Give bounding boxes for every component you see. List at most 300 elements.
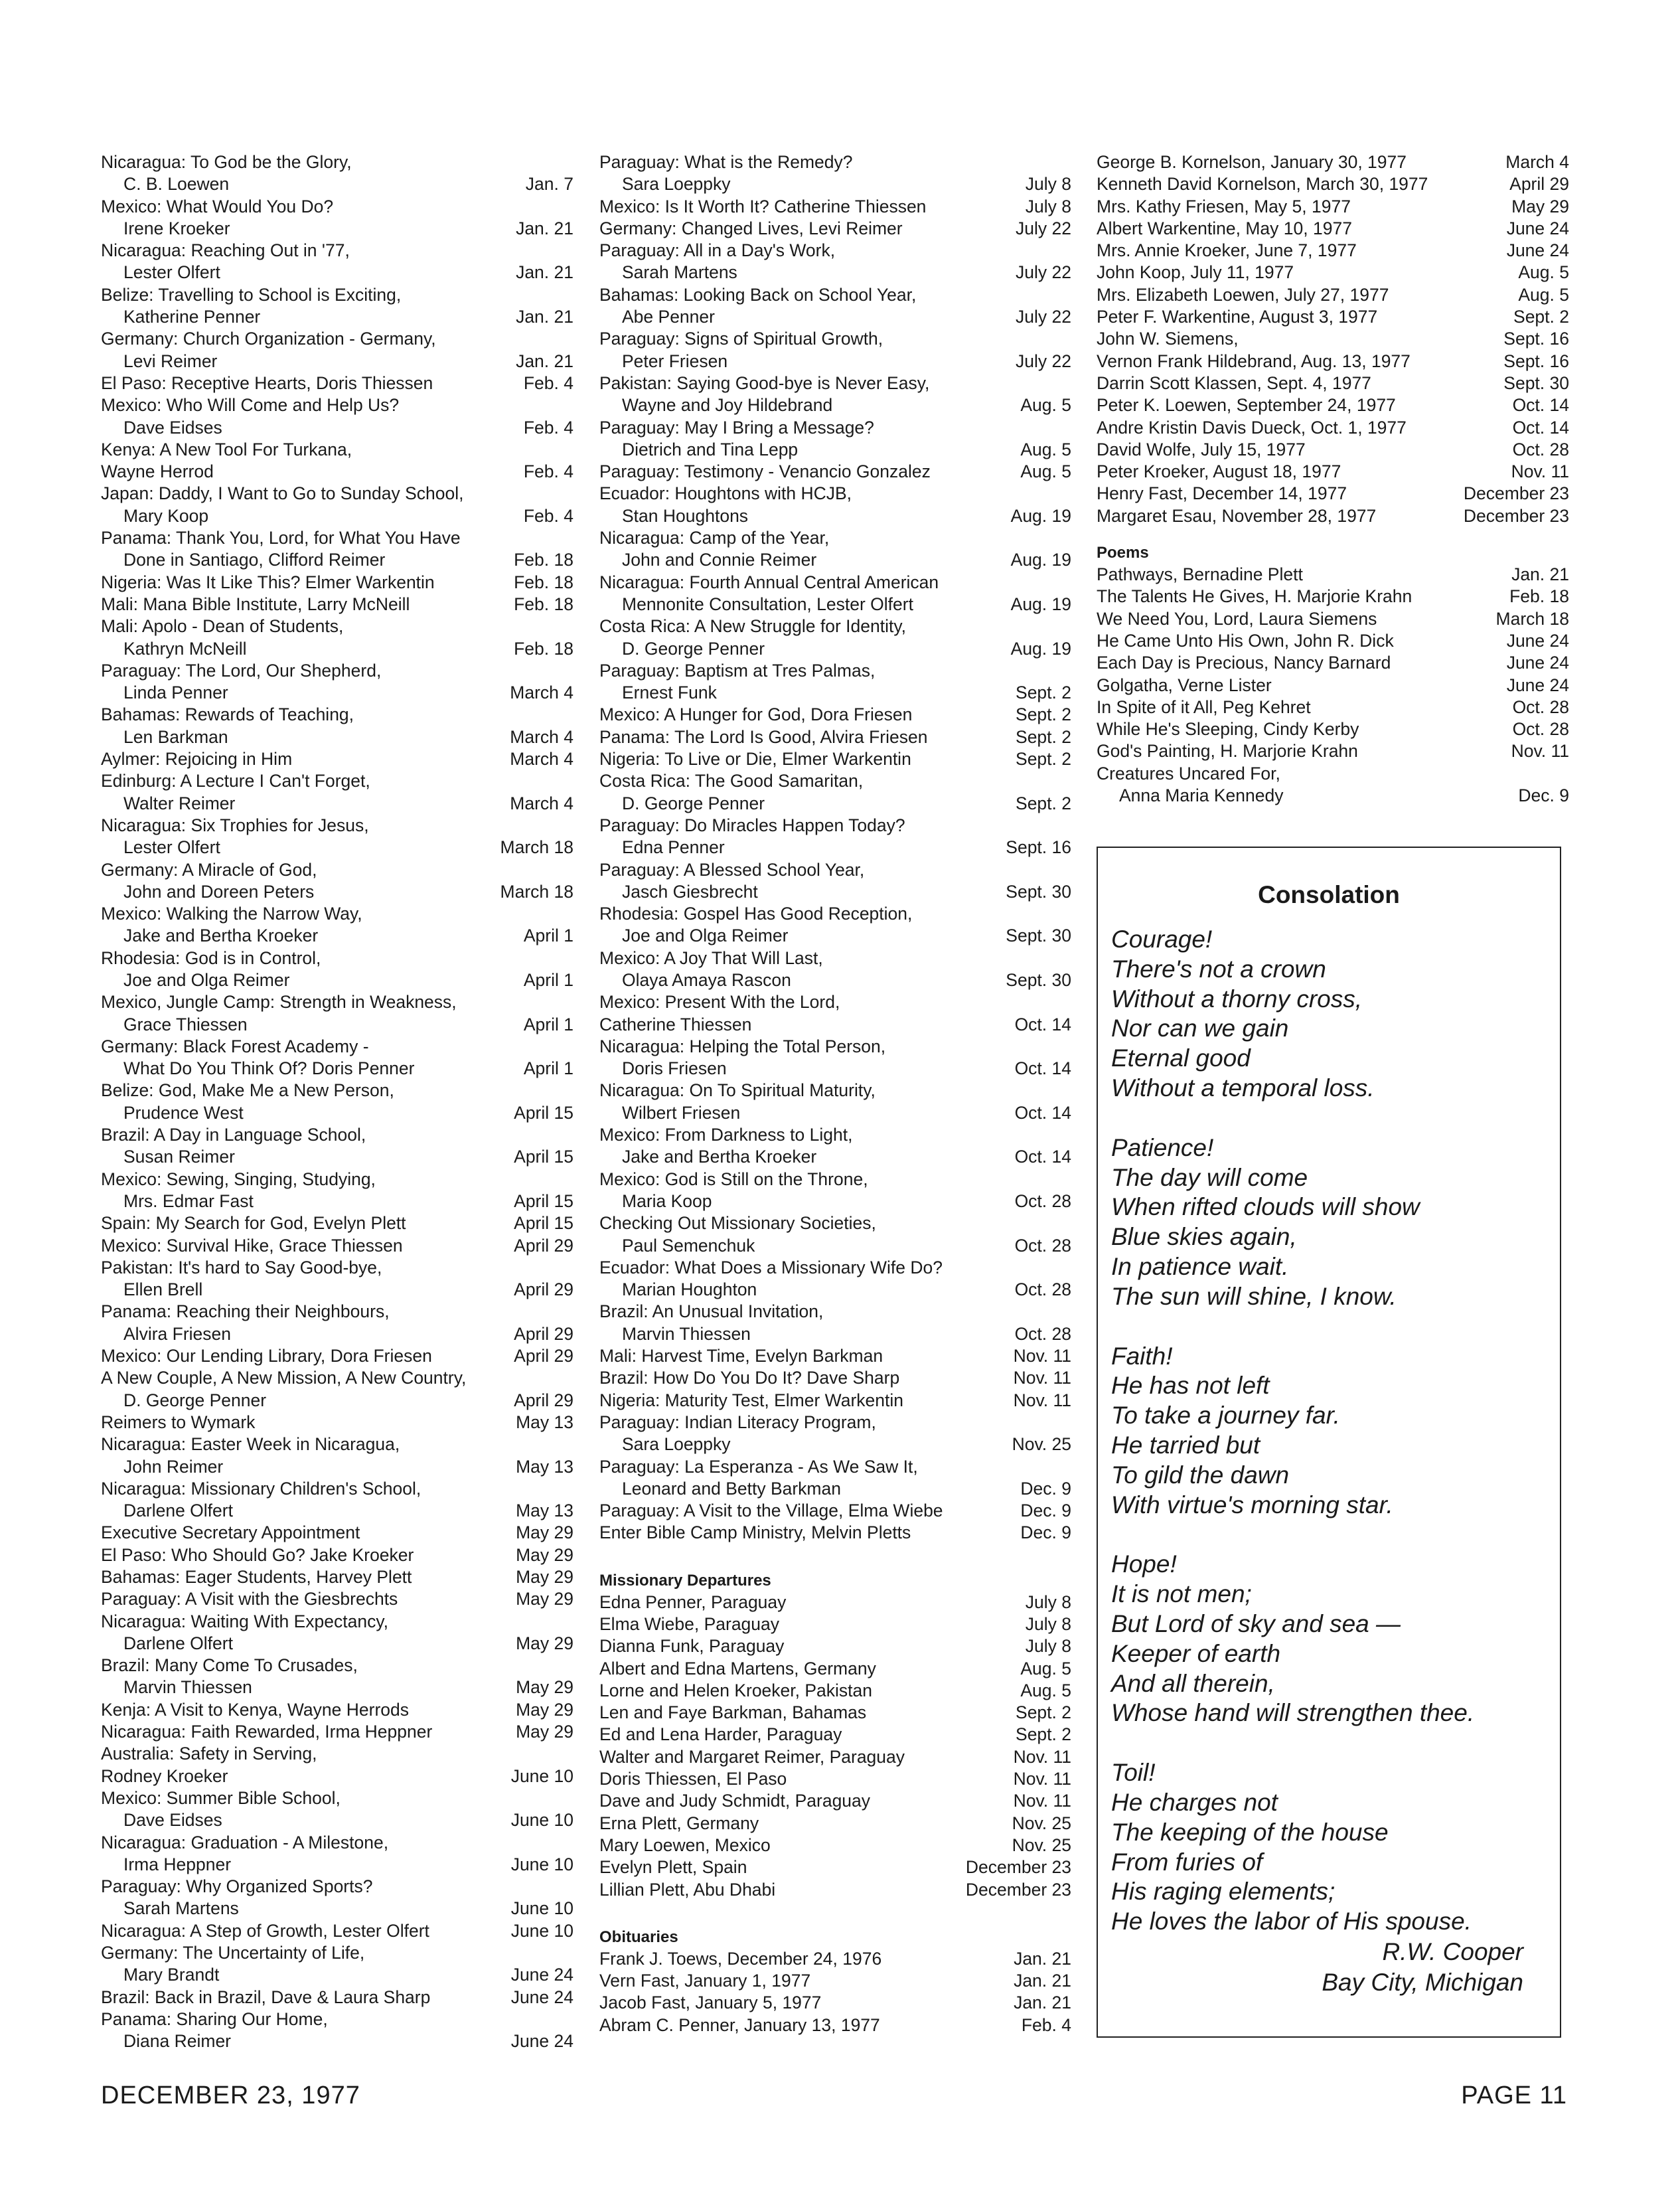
poem-stanza — [1111, 925, 1560, 1104]
article-entry-line — [599, 1212, 1071, 1234]
departure-entry-title: Evelyn Plett, Spain — [599, 1857, 747, 1878]
article-entry — [599, 1124, 1071, 1169]
obituary-entry-title: Jacob Fast, January 5, 1977 — [599, 1993, 822, 2013]
obituary-entry-line — [1097, 461, 1569, 483]
article-entry-title: Mexico: A Joy That Will Last, — [599, 947, 823, 968]
article-entry — [101, 615, 573, 660]
article-entry-title: Paraguay: La Esperanza - As We Saw It, — [599, 1456, 918, 1477]
article-entry-title: Paraguay: Baptism at Tres Palmas, — [599, 660, 876, 681]
article-entry — [101, 770, 573, 815]
article-entry-line — [101, 306, 573, 328]
poem-line: When rifted clouds will show — [1111, 1193, 1420, 1221]
article-entry-author: Olaya Amaya Rascon — [622, 969, 791, 990]
article-entry-line — [599, 461, 1071, 483]
article-entry — [101, 1655, 573, 1699]
article-entry-line — [599, 638, 1071, 660]
obituary-entry-title: Henry Fast, December 14, 1977 — [1097, 483, 1347, 504]
article-entry — [101, 483, 573, 527]
article-entry-line — [101, 461, 573, 483]
article-entry-title: Nicaragua: Reaching Out in '77, — [101, 240, 350, 261]
article-entry-author: Mennonite Consultation, Lester Olfert — [622, 594, 913, 614]
article-entry-date: March 4 — [510, 683, 573, 703]
article-entry — [599, 372, 1071, 417]
article-entry — [599, 1080, 1071, 1124]
article-entry-line — [599, 1102, 1071, 1124]
poem-entry-line — [1097, 630, 1569, 652]
article-entry-author: Sara Loeppky — [622, 1434, 731, 1455]
article-entry-line — [101, 638, 573, 660]
article-entry-title: Brazil: A Day in Language School, — [101, 1125, 366, 1145]
article-entry-title: Mexico: Survival Hike, Grace Thiessen — [101, 1235, 403, 1256]
article-entry-title: Mexico: God is Still on the Throne, — [599, 1169, 868, 1189]
obituary-entry — [1097, 328, 1569, 350]
article-entry-date: Aug. 19 — [1010, 594, 1071, 614]
article-entry-title: Nigeria: Was It Like This? Elmer Warkentin — [101, 572, 435, 592]
article-entry-line — [101, 615, 573, 637]
article-entry-line — [101, 1279, 573, 1301]
poem-entry — [1097, 608, 1569, 630]
obituary-entry-date: Sept. 16 — [1503, 351, 1569, 371]
article-entry-line — [101, 726, 573, 748]
poem-line: Courage! — [1111, 926, 1213, 953]
poem-author: R.W. Cooper — [1382, 1938, 1523, 1965]
article-entry-date: Feb. 4 — [523, 505, 573, 526]
article-entry-title: Aylmer: Rejoicing in Him — [101, 749, 293, 770]
article-entry — [101, 1588, 573, 1610]
obituary-entry — [599, 1948, 1071, 1970]
article-entry — [101, 1257, 573, 1301]
obituary-entry-line — [1097, 262, 1569, 284]
departure-entry — [599, 1768, 1071, 1790]
article-entry-line — [599, 1500, 1071, 1522]
article-entry — [101, 660, 573, 704]
article-entry-line — [599, 240, 1071, 262]
article-entry-line — [599, 815, 1071, 837]
article-entry-title: Paraguay: A Visit with the Giesbrechts — [101, 1589, 398, 1609]
article-entry — [599, 660, 1071, 704]
obituary-entry — [1097, 461, 1569, 483]
poem-entry-title: Pathways, Bernadine Plett — [1097, 564, 1303, 585]
article-entry-title: Nicaragua: Easter Week in Nicaragua, — [101, 1434, 400, 1455]
article-entry-line — [599, 328, 1071, 350]
article-entry — [599, 1036, 1071, 1080]
article-entry-line — [599, 1080, 1071, 1102]
article-entry-date: July 22 — [1016, 307, 1071, 327]
article-entry-line — [101, 372, 573, 394]
article-entry-author: Len Barkman — [123, 726, 228, 747]
article-entry-line — [101, 1743, 573, 1765]
article-entry-line — [101, 2030, 573, 2052]
article-entry-date: Oct. 14 — [1014, 1014, 1071, 1034]
article-entry-line — [101, 1920, 573, 1942]
article-entry-author: Dave Eidses — [123, 1810, 222, 1831]
departure-entry-date: July 8 — [1025, 1614, 1071, 1634]
article-entry-date: Sept. 30 — [1006, 926, 1071, 946]
poems-list — [1097, 564, 1569, 807]
article-entry-date: Jan. 21 — [516, 351, 573, 371]
poem-line: And all therein, — [1111, 1669, 1275, 1697]
article-entry-author: Diana Reimer — [123, 2031, 232, 2052]
obituary-entry-line — [1097, 328, 1569, 350]
article-entry — [101, 572, 573, 594]
poem-entry-line — [1097, 586, 1569, 608]
departure-entry-date: July 8 — [1025, 1592, 1071, 1612]
article-entry-title: Paraguay: All in a Day's Work, — [599, 240, 836, 261]
poem-entry-date: June 24 — [1506, 675, 1569, 695]
departure-entry-date: December 23 — [965, 1879, 1071, 1900]
article-entry-date: Oct. 14 — [1014, 1058, 1071, 1079]
article-entry-line — [599, 770, 1071, 792]
article-entry-date: Dec. 9 — [1020, 1478, 1071, 1499]
article-entry-line — [101, 483, 573, 505]
obituary-entry — [1097, 372, 1569, 394]
article-entry-title: Nicaragua: Graduation - A Milestone, — [101, 1832, 389, 1852]
article-entry — [599, 417, 1071, 461]
article-entry-title: Mali: Apolo - Dean of Students, — [101, 616, 344, 637]
article-entry-date: April 29 — [514, 1346, 573, 1366]
article-entry-date: April 15 — [514, 1190, 573, 1211]
obituary-entry — [599, 1992, 1071, 2014]
article-entry-line — [101, 1522, 573, 1544]
obituary-entry — [599, 1970, 1071, 1992]
poem-entry — [1097, 675, 1569, 696]
article-entry-date: May 29 — [516, 1633, 573, 1653]
departure-entry-line — [599, 1768, 1071, 1790]
article-entry — [101, 527, 573, 572]
article-entry-title: Nicaragua: To God be the Glory, — [101, 152, 352, 172]
article-entry-line — [101, 682, 573, 704]
article-entry-title: Paraguay: A Visit to the Village, Elma Wiebe — [599, 1501, 943, 1521]
article-entry-line — [101, 991, 573, 1013]
poems-heading: Poems — [1097, 544, 1149, 562]
article-entry-title: Nicaragua: Camp of the Year, — [599, 528, 830, 548]
obituary-entry-line — [1097, 218, 1569, 240]
article-entry-date: Sept. 2 — [1016, 749, 1071, 770]
obituary-entry-title: Mrs. Annie Kroeker, June 7, 1977 — [1097, 240, 1357, 261]
article-entry-title: Paraguay: The Lord, Our Shepherd, — [101, 660, 382, 681]
article-entry-date: Sept. 2 — [1016, 726, 1071, 747]
article-entry-date: Sept. 2 — [1016, 704, 1071, 725]
obituary-entry-date: Nov. 11 — [1511, 461, 1569, 482]
obituary-entry — [1097, 483, 1569, 505]
poem-entry-line — [1097, 564, 1569, 586]
article-entry-line — [101, 748, 573, 770]
article-entry-line — [599, 306, 1071, 328]
article-entry — [599, 615, 1071, 660]
article-entry-line — [599, 1146, 1071, 1168]
article-entry — [101, 1920, 573, 1942]
article-entry — [101, 991, 573, 1036]
article-entry — [599, 461, 1071, 483]
article-entry-date: March 4 — [510, 749, 573, 770]
poem-entry — [1097, 740, 1569, 762]
article-entry — [101, 284, 573, 329]
obituary-entry-title: Margaret Esau, November 28, 1977 — [1097, 505, 1377, 526]
poem-entry-line — [1097, 675, 1569, 696]
article-entry-author: Irene Kroeker — [123, 218, 230, 238]
article-entry-line — [599, 1522, 1071, 1544]
departure-entry-date: Nov. 25 — [1012, 1835, 1071, 1855]
article-entry-author: Ellen Brell — [123, 1279, 203, 1300]
article-entry-line — [599, 859, 1071, 881]
article-entry-line — [101, 1390, 573, 1412]
departure-entry — [599, 1635, 1071, 1657]
departure-entry-line — [599, 1658, 1071, 1680]
article-entry-title: Nicaragua: A Step of Growth, Lester Olfert — [101, 1920, 429, 1941]
article-entry-line — [101, 1876, 573, 1898]
article-entry-date: April 1 — [523, 926, 573, 946]
poem-entry-date: Feb. 18 — [1509, 586, 1569, 607]
obituary-entry-title: Albert Warkentine, May 10, 1977 — [1097, 218, 1352, 238]
departure-entry-date: December 23 — [965, 1857, 1071, 1878]
obituaries-heading: Obituaries — [599, 1927, 678, 1946]
article-entry-author: Catherine Thiessen — [599, 1014, 752, 1034]
article-entry-title: Paraguay: May I Bring a Message? — [599, 417, 874, 438]
article-entry-title: Brazil: Many Come To Crusades, — [101, 1655, 358, 1676]
article-entry-author: Paul Semenchuk — [622, 1235, 755, 1256]
article-entry-date: Oct. 28 — [1014, 1190, 1071, 1211]
article-entry-title: Japan: Daddy, I Want to Go to Sunday School, — [101, 483, 464, 504]
article-entry-date: March 4 — [510, 793, 573, 813]
article-entry-line — [599, 1036, 1071, 1058]
article-entry — [101, 815, 573, 859]
departure-entry-line — [599, 1635, 1071, 1657]
article-entry-title: Nicaragua: Faith Rewarded, Irma Heppner — [101, 1722, 433, 1742]
departure-entry-title: Ed and Lena Harder, Paraguay — [599, 1724, 842, 1745]
article-entry — [599, 815, 1071, 859]
departure-entry — [599, 1724, 1071, 1746]
article-entry-title: Checking Out Missionary Societies, — [599, 1213, 876, 1234]
obituary-entry-line — [599, 1948, 1071, 1970]
article-entry-title: Bahamas: Looking Back on School Year, — [599, 284, 917, 305]
article-entry-date: Oct. 28 — [1014, 1235, 1071, 1256]
article-entry-date: April 1 — [523, 1058, 573, 1079]
article-entry-author: Levi Reimer — [123, 351, 218, 371]
article-entry — [101, 328, 573, 372]
departure-entry-date: Sept. 2 — [1016, 1724, 1071, 1745]
poem-entry-title: We Need You, Lord, Laura Siemens — [1097, 608, 1377, 629]
article-entry-author: Darlene Olfert — [123, 1633, 233, 1653]
departure-entry-date: Nov. 11 — [1013, 1746, 1071, 1767]
article-entry-date: Sept. 2 — [1016, 683, 1071, 703]
obituary-entry-date: May 29 — [1511, 196, 1569, 216]
article-entry-line — [101, 1036, 573, 1058]
article-entry-line — [101, 1433, 573, 1455]
obituary-entry-date: Aug. 5 — [1518, 284, 1569, 305]
article-entry — [101, 1036, 573, 1080]
article-entry — [599, 572, 1071, 616]
poem-entry-date: Oct. 28 — [1512, 696, 1569, 717]
poem-line: Whose hand will strengthen thee. — [1111, 1699, 1475, 1727]
obituary-entry — [1097, 417, 1569, 439]
poem-line: He has not left — [1111, 1372, 1270, 1400]
article-entry-title: Nicaragua: Missionary Children's School, — [101, 1478, 421, 1499]
departure-entry-title: Dianna Funk, Paraguay — [599, 1636, 785, 1657]
poem-line: There's not a crown — [1111, 955, 1326, 983]
article-entry-title: Mexico: Summer Bible School, — [101, 1787, 341, 1808]
article-entry-title: Mali: Mana Bible Institute, Larry McNeill — [101, 594, 410, 614]
article-entry-line — [599, 218, 1071, 240]
departure-entry-title: Edna Penner, Paraguay — [599, 1592, 787, 1612]
article-entry-author: Peter Friesen — [622, 351, 728, 371]
article-entry — [599, 196, 1071, 218]
departure-entry-title: Len and Faye Barkman, Bahamas — [599, 1702, 867, 1723]
obituary-entry-line — [1097, 483, 1569, 505]
article-entry-line — [599, 572, 1071, 594]
obituary-entry-title: Vernon Frank Hildebrand, Aug. 13, 1977 — [1097, 351, 1411, 371]
article-entry-date: Nov. 11 — [1013, 1346, 1071, 1366]
article-entry-title: Mexico: Who Will Come and Help Us? — [101, 395, 400, 416]
departure-entry-date: Aug. 5 — [1020, 1658, 1071, 1679]
obituary-entry-title: Mrs. Kathy Friesen, May 5, 1977 — [1097, 196, 1351, 216]
article-entry — [101, 439, 573, 483]
obituary-entry-line — [1097, 151, 1569, 173]
article-entry-date: May 29 — [516, 1677, 573, 1698]
article-entry-title: Germany: The Uncertainty of Life, — [101, 1943, 365, 1963]
article-entry-date: Jan. 21 — [516, 307, 573, 327]
poem-entry-author: Anna Maria Kennedy — [1119, 785, 1284, 806]
article-entry-line — [599, 1124, 1071, 1146]
article-entry — [101, 1942, 573, 1987]
article-entry-date: Feb. 18 — [514, 638, 573, 659]
poem-stanza — [1111, 1550, 1560, 1728]
article-entry — [599, 947, 1071, 992]
article-entry — [101, 1743, 573, 1787]
article-entry-line — [101, 2008, 573, 2030]
article-entry-line — [101, 1854, 573, 1876]
article-entry-title: Nigeria: Maturity Test, Elmer Warkentin — [599, 1390, 903, 1410]
article-entry-author: Edna Penner — [622, 837, 725, 858]
article-entry-date: June 10 — [510, 1854, 573, 1874]
article-entry-author: Lester Olfert — [123, 837, 220, 858]
obituary-entry — [1097, 262, 1569, 284]
article-entry-line — [599, 837, 1071, 859]
article-entry-line — [599, 262, 1071, 284]
article-entry-title: Ecuador: What Does a Missionary Wife Do? — [599, 1257, 943, 1277]
article-entry-author: Marian Houghton — [622, 1279, 757, 1300]
article-entry-date: July 22 — [1016, 351, 1071, 371]
obituaries-list-b — [1097, 151, 1569, 527]
obituary-entry — [1097, 284, 1569, 306]
article-entry — [101, 1212, 573, 1234]
article-entry-line — [101, 925, 573, 947]
article-entry — [599, 1412, 1071, 1456]
article-entry — [599, 1169, 1071, 1213]
obituary-entry — [1097, 218, 1569, 240]
article-entry-line — [101, 1058, 573, 1080]
obituary-entry-date: Sept. 16 — [1503, 329, 1569, 349]
article-entry — [101, 1367, 573, 1412]
article-entry — [599, 284, 1071, 329]
article-entry-line — [599, 394, 1071, 416]
obituary-entry — [1097, 394, 1569, 416]
obituary-entry-title: Darrin Scott Klassen, Sept. 4, 1977 — [1097, 372, 1371, 393]
article-entry-title: Nicaragua: Fourth Annual Central American — [599, 572, 939, 592]
article-entry-line — [599, 417, 1071, 439]
article-entry-title: Nigeria: To Live or Die, Elmer Warkentin — [599, 749, 911, 770]
obituary-entry — [1097, 351, 1569, 372]
article-entry-line — [101, 1146, 573, 1168]
obituary-entry-date: Oct. 14 — [1512, 417, 1569, 438]
article-entry — [101, 372, 573, 394]
article-entry-line — [101, 1809, 573, 1831]
departure-entry — [599, 1680, 1071, 1702]
article-entry-line — [101, 969, 573, 991]
article-entry-author: Maria Koop — [622, 1190, 712, 1211]
article-entry-date: Jan. 7 — [525, 174, 573, 195]
article-entry — [599, 1212, 1071, 1257]
article-entry-date: May 29 — [516, 1544, 573, 1565]
article-entry-line — [599, 1279, 1071, 1301]
poem-stanza — [1111, 1342, 1560, 1520]
obituary-entry-title: Peter F. Warkentine, August 3, 1977 — [1097, 307, 1378, 327]
departure-entry-line — [599, 1724, 1071, 1746]
article-entry — [101, 594, 573, 615]
article-entry-line — [599, 1367, 1071, 1389]
poem-location: Bay City, Michigan — [1322, 1969, 1523, 1996]
article-entry-author: What Do You Think Of? Doris Penner — [123, 1058, 415, 1079]
article-entry-date: May 13 — [516, 1501, 573, 1521]
article-entry-line — [101, 505, 573, 527]
poem-entry-line — [1097, 652, 1569, 674]
article-entry-author: Doris Friesen — [622, 1058, 727, 1079]
article-entry-date: Aug. 19 — [1010, 638, 1071, 659]
article-entry-title: A New Couple, A New Mission, A New Country, — [101, 1368, 467, 1388]
articles-list-middle — [599, 151, 1071, 1544]
article-entry-date: Feb. 4 — [523, 417, 573, 438]
article-entry-line — [101, 572, 573, 594]
poem-line: His raging elements; — [1111, 1878, 1336, 1906]
obituary-entry-date: Jan. 21 — [1014, 1948, 1071, 1969]
article-entry-title: Mexico: Present With the Lord, — [599, 992, 840, 1013]
article-entry-date: Oct. 14 — [1014, 1147, 1071, 1167]
article-entry-date: May 13 — [516, 1412, 573, 1432]
article-entry-author: Sarah Martens — [622, 262, 737, 283]
article-entry-author: Joe and Olga Reimer — [622, 926, 789, 946]
obituary-entry-line — [1097, 372, 1569, 394]
article-entry-line — [599, 173, 1071, 195]
article-entry-line — [101, 1633, 573, 1655]
poem-line: To gild the dawn — [1111, 1461, 1290, 1489]
departure-entry-line — [599, 1813, 1071, 1835]
obituary-entry — [599, 2014, 1071, 2036]
obituary-entry-date: Sept. 2 — [1513, 307, 1569, 327]
article-entry-date: April 1 — [523, 969, 573, 990]
article-entry-date: March 18 — [500, 881, 573, 902]
obituary-entry-line — [1097, 394, 1569, 416]
obituary-entry-title: Kenneth David Kornelson, March 30, 1977 — [1097, 174, 1428, 195]
article-entry-author: Mary Koop — [123, 505, 209, 526]
obituary-entry-line — [1097, 439, 1569, 461]
article-entry-title: Mexico: Sewing, Singing, Studying, — [101, 1169, 376, 1189]
article-entry-line — [101, 1765, 573, 1787]
article-entry-line — [599, 881, 1071, 903]
departure-entry-date: Nov. 25 — [1012, 1813, 1071, 1833]
article-entry-author: John and Doreen Peters — [123, 881, 315, 902]
article-entry-line — [101, 328, 573, 350]
article-entry — [101, 1478, 573, 1522]
article-entry-line — [599, 196, 1071, 218]
poem-entry-title: God's Painting, H. Marjorie Krahn — [1097, 741, 1358, 762]
article-entry — [599, 726, 1071, 748]
article-entry — [101, 1876, 573, 1920]
article-entry-date: Feb. 4 — [523, 372, 573, 393]
poem-line: The day will come — [1111, 1163, 1308, 1191]
poem-entry-date: March 18 — [1495, 608, 1569, 629]
departure-entry-line — [599, 1790, 1071, 1812]
article-entry-line — [599, 1323, 1071, 1345]
departure-entry-line — [599, 1592, 1071, 1613]
